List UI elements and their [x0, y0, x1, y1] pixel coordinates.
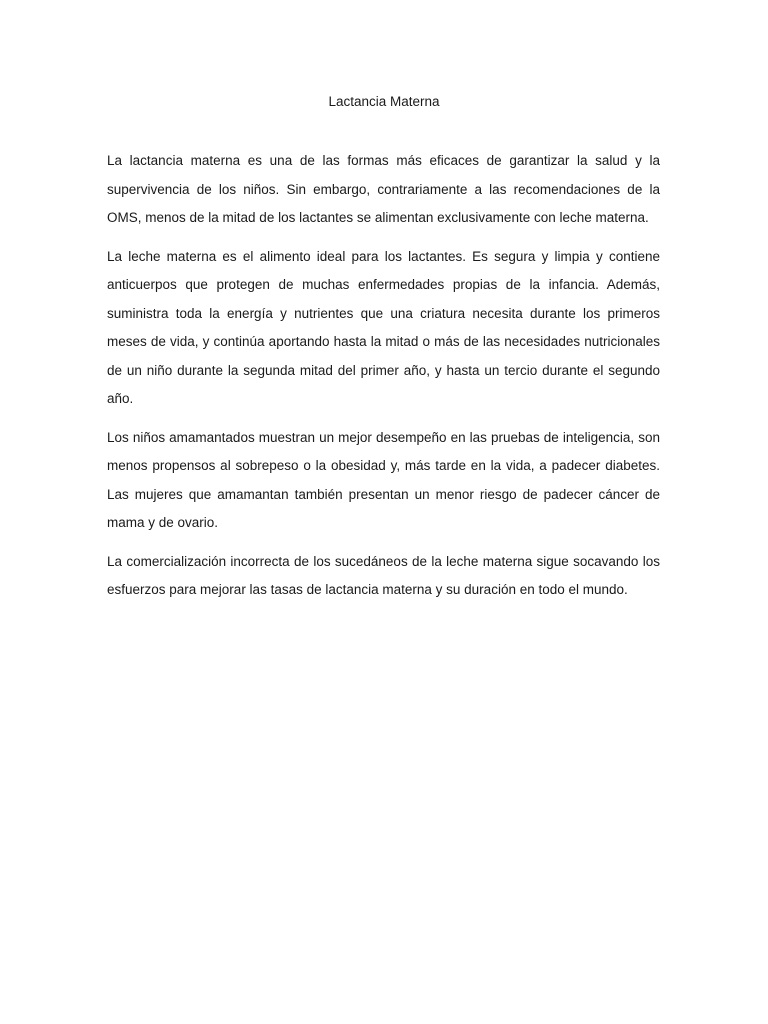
- paragraph: La comercialización incorrecta de los sucedáneos de la leche materna sigue socavando los esfuerzos para mejorar las tasas de lactancia materna y su duración en todo el mundo.: [107, 553, 660, 597]
- paragraph: Los niños amamantados muestran un mejor desempeño en las pruebas de inteligencia, son menos propensos al sobrepeso o la obesidad y, más tarde en la vida, a padecer diabetes. Las mujeres que amamantan también presentan un menor riesgo de padecer cáncer de mama y de ovario.: [107, 429, 660, 530]
- document-body: [107, 147, 660, 615]
- document-title: Lactancia Materna: [328, 94, 440, 109]
- paragraph: La lactancia materna es una de las formas más eficaces de garantizar la salud y la supervivencia de los niños. Sin embargo, contrariamente a las recomendaciones de la OMS, menos de la mitad de los lactantes se alimentan exclusivamente con leche materna.: [107, 153, 660, 225]
- paragraph: La leche materna es el alimento ideal para los lactantes. Es segura y limpia y contiene anticuerpos que protegen de muchas enfermedades propias de la infancia. Además, suministra toda la energía y nutrientes que una criatura necesita durante los primeros meses de vida, y continúa aportando hasta la mitad o más de las necesidades nutricionales de un niño durante la segunda mitad del primer año, y hasta un tercio durante el segundo año.: [107, 248, 660, 406]
